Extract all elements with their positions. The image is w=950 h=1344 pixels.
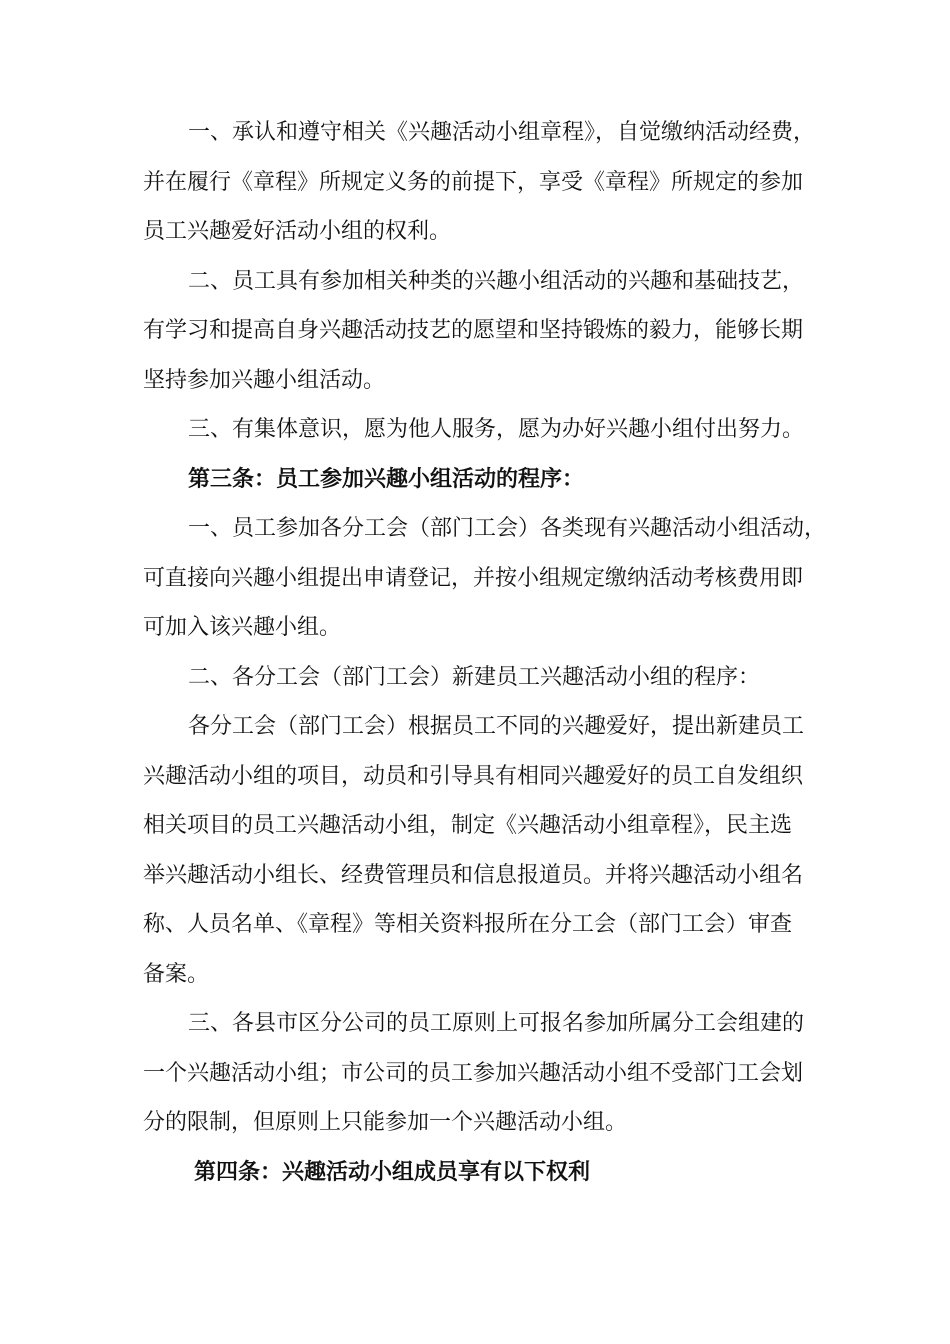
text-line: 称、人员名单、《章程》等相关资料报所在分工会（部门工会）审查 <box>143 912 793 937</box>
article-4-heading: 第四条：兴趣活动小组成员享有以下权利 <box>194 1159 591 1185</box>
paragraph-2 <box>143 257 809 406</box>
text-line: 备案。 <box>143 961 210 987</box>
text-line: 员工兴趣爱好活动小组的权利。 <box>143 219 452 244</box>
document-body <box>143 108 827 1197</box>
article-3-heading: 第三条：员工参加兴趣小组活动的程序： <box>188 466 585 492</box>
paragraph-1 <box>143 108 816 257</box>
text-line: 一个兴趣活动小组；市公司的员工参加兴趣活动小组不受部门工会划 <box>143 1060 804 1086</box>
text-line: 二、员工具有参加相关种类的兴趣小组活动的兴趣和基础技艺， <box>188 268 805 294</box>
paragraph-6 <box>143 653 809 703</box>
text-line: 可加入该兴趣小组。 <box>143 615 342 640</box>
text-line: 可直接向兴趣小组提出申请登记，并按小组规定缴纳活动考核费用即 <box>143 565 804 591</box>
paragraph-8 <box>143 999 809 1148</box>
paragraph-5 <box>143 504 827 653</box>
text-line: 坚持参加兴趣小组活动。 <box>143 367 386 393</box>
text-line: 有学习和提高自身兴趣活动技艺的愿望和坚持锻炼的毅力，能够长期 <box>143 318 804 343</box>
text-line: 举兴趣活动小组长、经费管理员和信息报道员。并将兴趣活动小组名 <box>143 862 804 888</box>
text-line: 并在履行《章程》所规定义务的前提下，享受《章程》所规定的参加 <box>143 169 804 195</box>
text-line: 三、有集体意识，愿为他人服务，愿为办好兴趣小组付出努力。 <box>188 417 805 442</box>
text-line: 兴趣活动小组的项目，动员和引导具有相同兴趣爱好的员工自发组织 <box>143 763 804 789</box>
paragraph-3 <box>143 405 809 455</box>
text-line: 各分工会（部门工会）根据员工不同的兴趣爱好，提出新建员工 <box>188 714 805 739</box>
text-line: 相关项目的员工兴趣活动小组，制定《兴趣活动小组章程》，民主选 <box>143 813 793 838</box>
text-line: 一、员工参加各分工会（部门工会）各类现有兴趣活动小组活动， <box>188 516 827 541</box>
text-line: 分的限制，但原则上只能参加一个兴趣活动小组。 <box>143 1110 628 1135</box>
text-line: 三、各县市区分公司的员工原则上可报名参加所属分工会组建的 <box>188 1011 805 1036</box>
text-line: 一、承认和遵守相关《兴趣活动小组章程》，自觉缴纳活动经费， <box>188 120 816 145</box>
text-line: 二、各分工会（部门工会）新建员工兴趣活动小组的程序： <box>188 664 761 690</box>
paragraph-7 <box>143 702 809 999</box>
